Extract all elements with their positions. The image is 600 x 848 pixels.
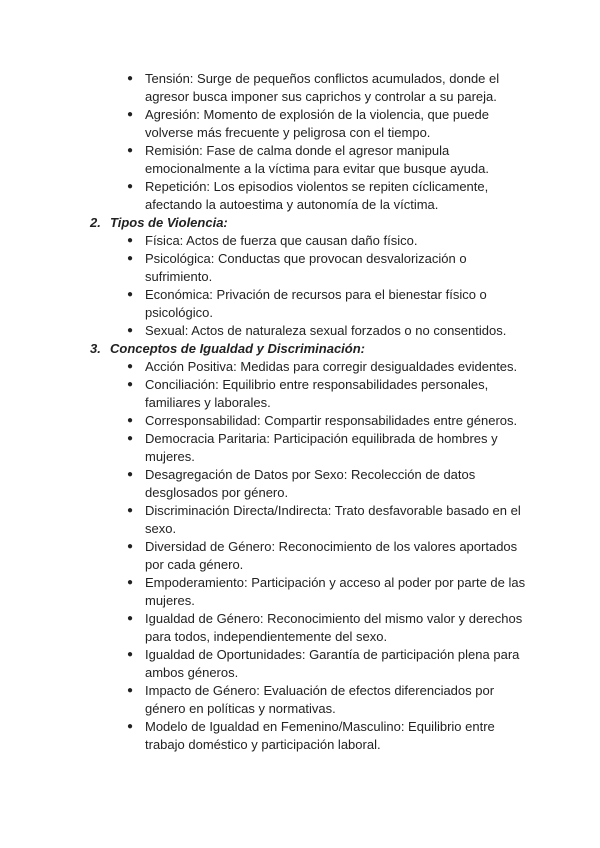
equality-concepts-list xyxy=(0,358,600,754)
section-heading-conceptos-igualdad: 3. Conceptos de Igualdad y Discriminación: xyxy=(90,341,365,356)
bullet-icon: ● xyxy=(127,325,134,336)
bullet-icon: ● xyxy=(127,721,134,732)
list-item: ● Acción Positiva: Medidas para corregir desigualdades evidentes. xyxy=(127,359,518,374)
bullet-icon: ● xyxy=(127,685,134,696)
list-item: ● Democracia Paritaria: Participación equilibrada de hombres y mujeres. xyxy=(127,431,498,464)
section-heading-tipos-violencia: 2. Tipos de Violencia: xyxy=(90,215,228,230)
list-item: ● Impacto de Género: Evaluación de efectos diferenciados por género en políticas y normativas. xyxy=(127,683,495,716)
bullet-icon: ● xyxy=(127,541,134,552)
bullet-icon: ● xyxy=(127,415,134,426)
bullet-icon: ● xyxy=(127,73,134,84)
list-item: ● Económica: Privación de recursos para el bienestar físico o psicológico. xyxy=(127,287,487,320)
bullet-icon: ● xyxy=(127,505,134,516)
list-item: ● Igualdad de Oportunidades: Garantía de participación plena para ambos géneros. xyxy=(127,647,520,680)
list-item: ● Física: Actos de fuerza que causan daño físico. xyxy=(127,233,418,248)
bullet-icon: ● xyxy=(127,181,134,192)
bullet-icon: ● xyxy=(127,235,134,246)
bullet-icon: ● xyxy=(127,145,134,156)
document-page xyxy=(0,70,600,754)
bullet-icon: ● xyxy=(127,253,134,264)
list-item: ● Repetición: Los episodios violentos se repiten cíclicamente, afectando la autoestima y autonomía de la víctima. xyxy=(127,179,489,212)
list-item: ● Tensión: Surge de pequeños conflictos acumulados, donde el agresor busca imponer sus caprichos y controlar a su pareja. xyxy=(127,71,500,104)
bullet-icon: ● xyxy=(127,613,134,624)
list-item: ● Sexual: Actos de naturaleza sexual forzados o no consentidos. xyxy=(127,323,507,338)
list-item: ● Igualdad de Género: Reconocimiento del mismo valor y derechos para todos, independientemente del sexo. xyxy=(127,611,523,644)
list-item: ● Discriminación Directa/Indirecta: Trato desfavorable basado en el sexo. xyxy=(127,503,521,536)
bullet-icon: ● xyxy=(127,433,134,444)
list-item: ● Diversidad de Género: Reconocimiento de los valores aportados por cada género. xyxy=(127,539,518,572)
bullet-icon: ● xyxy=(127,577,134,588)
list-item: ● Agresión: Momento de explosión de la violencia, que puede volverse más frecuente y peligrosa con el tiempo. xyxy=(127,107,490,140)
list-item: ● Conciliación: Equilibrio entre responsabilidades personales, familiares y laborales. xyxy=(127,377,489,410)
list-item: ● Desagregación de Datos por Sexo: Recolección de datos desglosados por género. xyxy=(127,467,476,500)
bullet-icon: ● xyxy=(127,109,134,120)
bullet-icon: ● xyxy=(127,361,134,372)
list-item: ● Modelo de Igualdad en Femenino/Masculino: Equilibrio entre trabajo doméstico y participación laboral. xyxy=(127,719,495,752)
violence-types-list xyxy=(0,232,600,340)
bullet-icon: ● xyxy=(127,379,134,390)
list-item: ● Psicológica: Conductas que provocan desvalorización o sufrimiento. xyxy=(127,251,467,284)
violence-cycle-list xyxy=(0,70,600,214)
bullet-icon: ● xyxy=(127,469,134,480)
bullet-icon: ● xyxy=(127,649,134,660)
bullet-icon: ● xyxy=(127,289,134,300)
list-item: ● Remisión: Fase de calma donde el agresor manipula emocionalmente a la víctima para evitar que busque ayuda. xyxy=(127,143,489,176)
list-item: ● Corresponsabilidad: Compartir responsabilidades entre géneros. xyxy=(127,413,518,428)
list-item: ● Empoderamiento: Participación y acceso al poder por parte de las mujeres. xyxy=(127,575,526,608)
